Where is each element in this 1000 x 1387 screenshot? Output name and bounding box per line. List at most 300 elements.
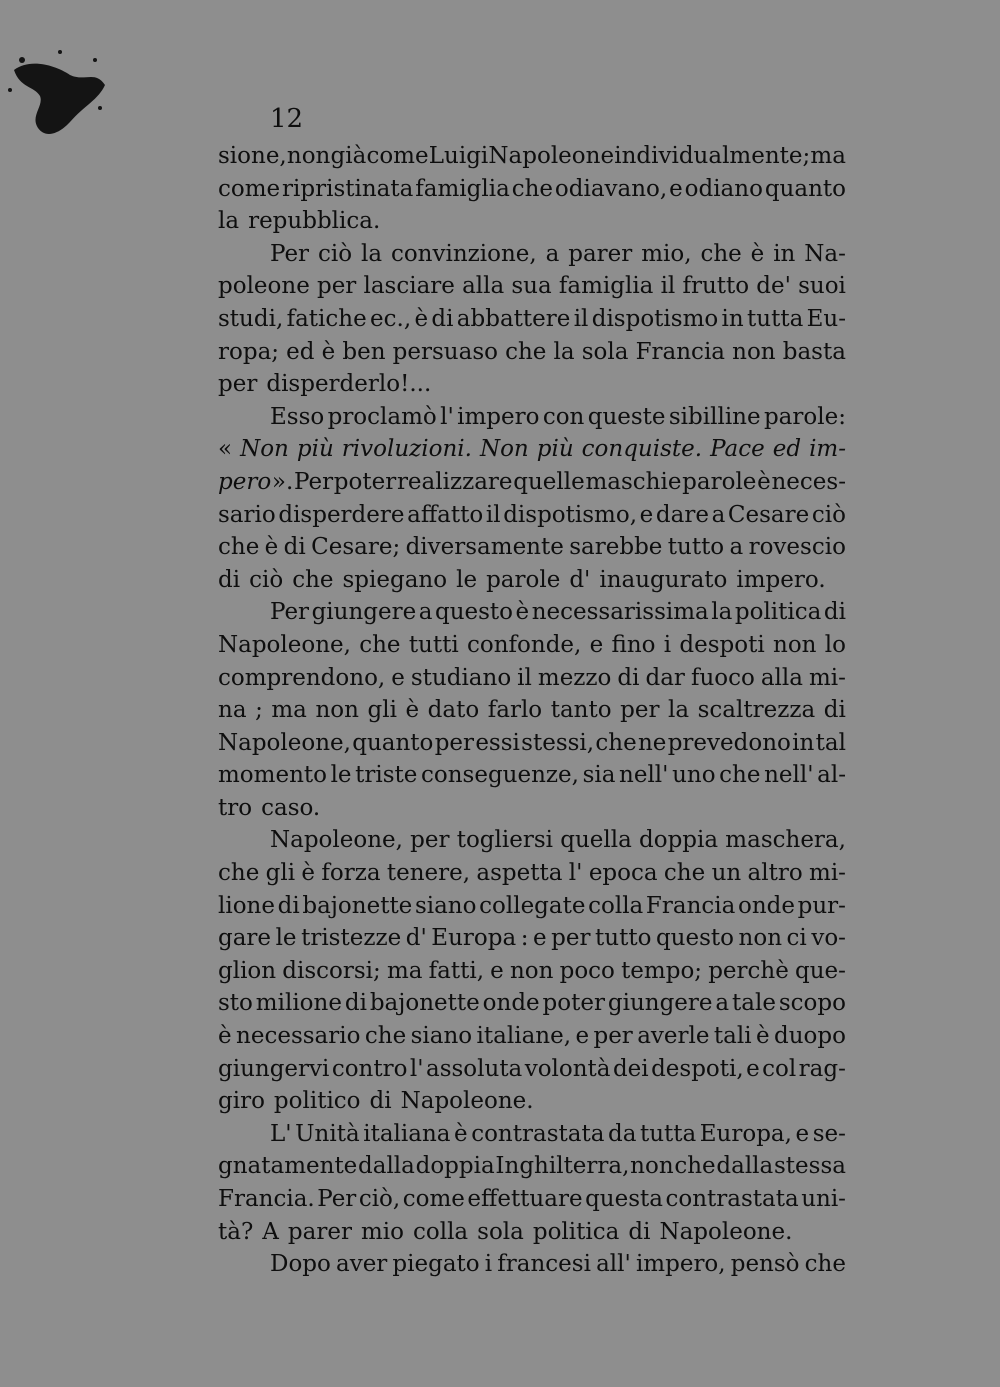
word: Napoleone [488,143,615,169]
word: che [804,1251,846,1278]
word: despoti [679,631,765,658]
word: Dopo [270,1251,331,1278]
word: tutto [595,925,652,952]
text-line [218,1053,846,1086]
word: le [275,925,297,952]
word: studiano [410,664,512,691]
word: Cesare [727,501,810,528]
word: a [418,599,433,626]
word: che [364,1023,407,1050]
word: che [505,338,547,365]
text-line [218,727,846,760]
word: doppia [639,827,719,854]
text-line [218,629,846,662]
word: A [262,1218,279,1245]
word: a [715,990,730,1017]
word: ci [786,925,807,952]
word: duopo [774,1023,846,1050]
word: perchè [708,957,789,984]
word: i [663,631,672,658]
word: giungere [607,990,713,1017]
word: il [573,305,589,332]
word: d' [569,566,591,593]
word: quanto [352,729,434,756]
word: Napoleone, [270,827,403,854]
word: contrastata [665,1186,799,1212]
word: sto [218,990,253,1017]
word: pur- [797,892,846,919]
word: mio [360,1218,404,1245]
word: lo [824,631,846,658]
word: di [617,664,640,691]
word: è [515,599,530,626]
word: convinzione, [390,240,537,267]
word: ropa; [218,338,280,365]
word: non [509,957,554,984]
word: ed [772,436,802,463]
word: de' [756,273,791,300]
word: rovescio [748,534,846,561]
word: ; [255,697,263,724]
word: a [711,501,726,528]
word: è [757,468,771,495]
word: politica [734,599,822,626]
word: da [607,1120,637,1147]
word: questo [434,599,514,626]
word: basta [782,338,846,365]
word: che [511,175,553,202]
word: disperdere [278,501,405,528]
word: giungervi [218,1055,330,1082]
word: « [218,436,233,463]
ink-blot [0,30,120,150]
word: triste [355,762,418,789]
word: di [283,534,306,561]
word: dispotismo, [503,501,638,528]
word: che [700,240,742,267]
word: in [792,729,815,756]
word: le [330,762,352,789]
word: Esso [270,403,325,430]
word: Eu- [806,305,846,332]
word: famiglia [415,175,510,202]
word: tutta [639,1120,697,1147]
word: que- [795,957,846,984]
word: nell' [619,762,669,789]
word: affatto [407,501,484,528]
word: na [218,697,247,724]
word: e [533,925,547,952]
word: e [669,175,683,202]
word: e [795,1120,810,1147]
word: sibilline [668,403,761,430]
word: politica [532,1218,620,1245]
word: di [218,566,241,593]
word: impero. [736,566,826,593]
word: togliersi [456,827,554,854]
word: dato [427,697,480,724]
word: individualmente; [614,143,811,169]
word: lasciare [363,273,455,300]
word: sola [477,1218,524,1245]
word: parole: [763,403,846,430]
word: ciò, [358,1186,401,1212]
word: spiegano [342,566,448,593]
word: ben [342,338,386,365]
word: impero, [635,1251,726,1278]
word: necessarissima [531,599,709,626]
page-number: 12 [270,104,304,134]
word: che [595,729,637,756]
word: odiavano, [554,175,668,202]
word: poco [559,957,615,984]
text-line [218,1183,846,1216]
text-line [218,1216,846,1249]
word: in [721,305,744,332]
word: necessario [236,1023,361,1050]
text-line [218,694,846,727]
word: la [553,338,575,365]
word: tutto [667,534,725,561]
word: Napoleone, [218,631,351,658]
word: lione [218,892,275,919]
word: Francia. [218,1186,315,1212]
word: giungere [311,599,417,626]
word: aspetta [476,860,563,887]
word: disperderlo!... [266,371,432,398]
word: tutti [408,631,459,658]
word: scaltrezza [697,697,816,724]
word: Non [240,436,289,463]
word: gli [367,697,397,724]
word: non [286,143,331,169]
word: contrastata [471,1120,605,1147]
word: i [484,1251,493,1278]
word: d' [405,925,427,952]
word: che [218,534,260,561]
word: queste [587,403,666,430]
word: L' [270,1120,292,1147]
word: più [536,436,574,463]
word: parer [568,240,633,267]
word: conquiste. [581,436,703,463]
word: politico [273,1088,361,1115]
word: fino [611,631,656,658]
word: volontà [524,1055,611,1082]
word: non [773,631,817,658]
word: siano [410,1023,473,1050]
word: abbattere [456,305,571,332]
word: non [630,1153,674,1180]
word: colla [588,892,644,919]
word: scopo [778,990,846,1017]
word: è [755,1023,770,1050]
word: poleone [218,273,310,300]
word: colla [412,1218,469,1245]
word: sario [218,501,276,528]
text-line [218,1150,846,1183]
word: inaugurato [599,566,728,593]
word: tenere, [386,860,471,887]
word: uno [672,762,716,789]
word: Luigi [428,143,489,169]
word: già [330,143,367,169]
word: averle [637,1023,710,1050]
word: farlo [487,697,543,724]
text-line [218,433,846,466]
word: tutta [747,305,804,332]
word: forza [321,860,381,887]
word: gnatamente [218,1153,358,1180]
word: è [414,305,429,332]
text-line [218,238,846,271]
text-line [218,824,846,857]
word: è [405,697,420,724]
word: parole [682,468,757,495]
word: e [589,631,604,658]
word: quella [560,827,632,854]
word: Napoleone. [400,1088,534,1115]
word: gare [218,925,272,952]
word: vo- [811,925,846,952]
word: non [738,925,783,952]
word: Pace [710,436,765,463]
word: di [344,990,367,1017]
word: poter [333,468,397,495]
word: stessa [773,1153,846,1180]
word: a [545,240,560,267]
word: impero [457,403,540,430]
word: è [301,860,316,887]
word: per [593,1023,633,1050]
word: fatiche [286,305,367,332]
word: neces- [771,468,846,495]
word: di [277,892,300,919]
word: fuoco [690,664,755,691]
word: tal [815,729,846,756]
word: rag- [798,1055,846,1082]
word: come [218,175,281,202]
word: il [485,501,501,528]
word: dare [655,501,709,528]
word: fatti, [428,957,485,984]
word: essi [475,729,520,756]
word: che [218,860,260,887]
word: tristezze [301,925,402,952]
word: italiane, [476,1023,572,1050]
word: al- [817,762,846,789]
word: questo [655,925,734,952]
word: alla [760,664,803,691]
word: momento [218,762,327,789]
word: diversamente [405,534,564,561]
word: piegato [392,1251,480,1278]
word: mio, [641,240,692,267]
word: ed [286,338,315,365]
word: mi- [808,664,846,691]
word: di [431,305,454,332]
word: nell' [764,762,814,789]
word: frutto [682,273,750,300]
word: tempo; [621,957,703,984]
word: ripristinata [282,175,414,202]
word: pensò [730,1251,800,1278]
word: tro [218,794,253,821]
word: che [663,860,706,887]
text-line [218,890,846,923]
word: col [762,1055,797,1082]
word: che [674,1153,716,1180]
word: sia [582,762,616,789]
word: parole [486,566,561,593]
word: come [366,143,429,169]
word: bajonette [369,990,480,1017]
word: di [369,1088,392,1115]
word: e [391,664,405,691]
word: ciò [811,501,846,528]
word: che [359,631,401,658]
word: repubblica. [248,208,381,235]
word: dalla [358,1153,415,1180]
text-line [218,596,846,629]
word: l' [409,1055,424,1082]
word: la [218,208,240,235]
word: di [823,697,846,724]
word: sione, [218,143,287,169]
word: tali [713,1023,752,1050]
word: Per [317,1186,357,1212]
word: per [316,273,357,300]
word: dei [612,1055,649,1082]
word: non [732,338,776,365]
text-line [218,759,846,792]
word: all' [596,1251,631,1278]
word: odiano [684,175,763,202]
word: più [296,436,334,463]
word: ma [810,143,846,169]
word: mezzo [537,664,612,691]
word: un [711,860,742,887]
word: uni- [801,1186,846,1212]
word: la [360,240,383,267]
word: pero [218,468,272,495]
word: in [773,240,796,267]
word: famiglia [558,273,654,300]
word: questa [585,1186,663,1212]
text-line [218,955,846,988]
word: conseguenze, [421,762,579,789]
word: tanto [550,697,612,724]
word: siano [414,892,477,919]
text-line [218,303,846,336]
word: Per [270,240,310,267]
word: altro [747,860,803,887]
word: discorsi; [282,957,381,984]
text-line [218,270,846,303]
word: è [454,1120,468,1147]
word: Napoleone, [218,729,351,756]
word: comprendono, [218,664,386,691]
word: per [218,371,258,398]
word: alla [462,273,505,300]
text-line [218,1248,846,1281]
word: collegate [479,892,586,919]
word: maschera, [725,827,846,854]
word: la [668,697,690,724]
word: im- [809,436,846,463]
text-line [218,792,846,825]
word: Europa, [699,1120,792,1147]
word: ne [637,729,667,756]
text-line [218,401,846,434]
text-line [218,140,846,173]
text-line [218,336,846,369]
word: ec., [370,305,412,332]
word: bajonette [302,892,413,919]
word: Per [270,599,310,626]
word: parer [287,1218,352,1245]
word: assoluta [425,1055,523,1082]
word: Europa [431,925,517,952]
word: poter [542,990,605,1017]
word: suoi [798,273,846,300]
word: ciò [249,566,284,593]
text-line [218,466,846,499]
text-line [218,531,846,564]
word: italiana [363,1120,451,1147]
word: prevedono [667,729,791,756]
word: per [620,697,660,724]
word: sua [511,273,552,300]
word: con [542,403,585,430]
word: persuaso [392,338,498,365]
text-line [218,987,846,1020]
word: despoti, [651,1055,744,1082]
text-line [218,857,846,890]
word: che [292,566,334,593]
word: dispotismo [591,305,719,332]
word: onde [737,892,795,919]
word: ma [271,697,307,724]
word: epoca [588,860,658,887]
word: la [711,599,733,626]
word: tale [732,990,776,1017]
word: aver [335,1251,388,1278]
word: di [628,1218,651,1245]
word: contro [331,1055,408,1082]
word: caso. [261,794,321,821]
word: mi- [809,860,846,887]
word: confonde, [466,631,582,658]
word: Cesare; [311,534,401,561]
word: ciò [317,240,353,267]
word: come [402,1186,465,1212]
word: onde [482,990,540,1017]
word: il [660,273,676,300]
word: francesi [497,1251,591,1278]
word: rivoluzioni. [341,436,472,463]
word: Francia [645,892,736,919]
word: e [746,1055,760,1082]
word: di [823,599,846,626]
word: Non [479,436,529,463]
word: : [520,925,529,952]
word: sola [581,338,629,365]
text-line [218,368,846,401]
word: sarebbe [569,534,663,561]
word: realizzare [396,468,513,495]
word: è [264,534,279,561]
